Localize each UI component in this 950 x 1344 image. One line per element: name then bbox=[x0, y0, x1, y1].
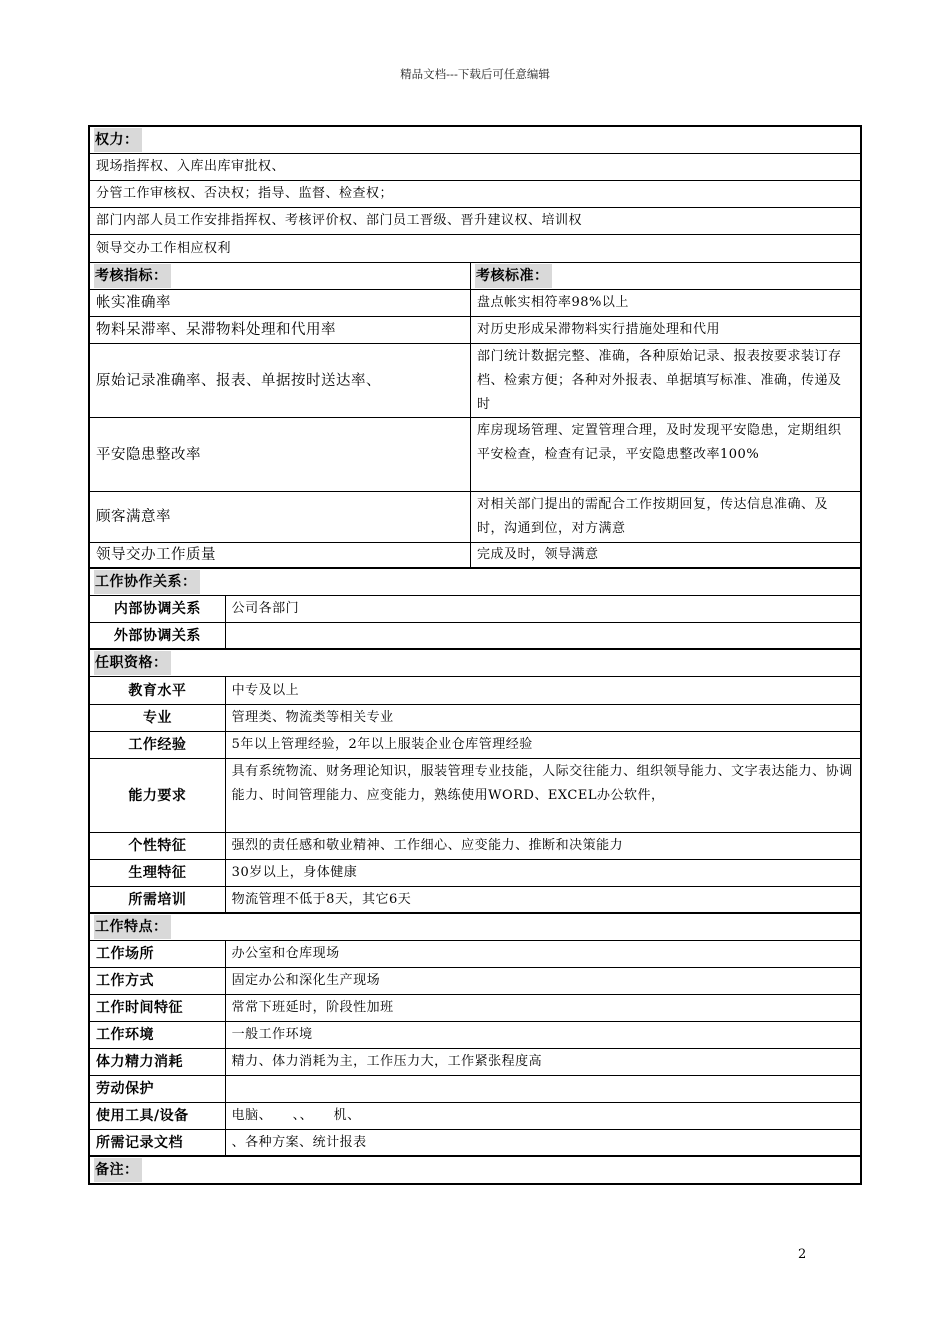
assessment-row bbox=[90, 344, 860, 418]
cooperation-value: 公司各部门 bbox=[231, 601, 300, 616]
feature-label: 工作时间特征 bbox=[90, 995, 226, 1021]
qualification-label: 生理特征 bbox=[90, 860, 226, 886]
qualification-value: 强烈的责任感和敬业精神、工作细心、应变能力、推断和决策能力 bbox=[231, 838, 624, 853]
qualifications-section-header bbox=[90, 650, 860, 677]
feature-value: 常常下班延时，阶段性加班 bbox=[231, 1000, 394, 1015]
feature-row bbox=[90, 1130, 860, 1157]
page-number: 2 bbox=[798, 1247, 807, 1262]
indicator-cell: 平安隐患整改率 bbox=[90, 418, 471, 491]
feature-row bbox=[90, 1049, 860, 1076]
indicator-title: 考核指标： bbox=[94, 264, 171, 288]
feature-label: 劳动保护 bbox=[90, 1076, 226, 1102]
feature-label: 工作方式 bbox=[90, 968, 226, 994]
qualifications-title: 任职资格： bbox=[94, 651, 171, 675]
feature-row bbox=[90, 995, 860, 1022]
feature-value bbox=[226, 1076, 860, 1102]
feature-row bbox=[90, 1022, 860, 1049]
feature-label: 工作环境 bbox=[90, 1022, 226, 1048]
cooperation-label: 内部协调关系 bbox=[90, 596, 226, 622]
standard-title: 考核标准： bbox=[475, 264, 552, 288]
feature-label: 使用工具/设备 bbox=[90, 1103, 226, 1129]
qualification-value: 30岁以上，身体健康 bbox=[231, 865, 358, 880]
feature-row bbox=[90, 941, 860, 968]
indicator-cell: 帐实准确率 bbox=[90, 290, 471, 316]
indicator-cell: 物料呆滞率、呆滞物料处理和代用率 bbox=[90, 317, 471, 343]
qualification-label: 能力要求 bbox=[90, 759, 226, 832]
feature-value: 电脑、 、、 机、 bbox=[231, 1108, 361, 1123]
remarks-title: 备注： bbox=[94, 1158, 142, 1182]
cooperation-value bbox=[226, 623, 860, 648]
cooperation-title: 工作协作关系： bbox=[94, 570, 200, 594]
assessment-row bbox=[90, 290, 860, 317]
standard-cell: 盘点帐实相符率98%以上 bbox=[477, 295, 629, 310]
standard-cell: 对历史形成呆滞物料实行措施处理和代用 bbox=[477, 322, 721, 337]
qualification-label: 个性特征 bbox=[90, 833, 226, 859]
qualification-label: 所需培训 bbox=[90, 887, 226, 912]
feature-label: 所需记录文档 bbox=[90, 1130, 226, 1155]
features-section-header bbox=[90, 914, 860, 941]
qualification-row bbox=[90, 860, 860, 887]
assessment-row bbox=[90, 543, 860, 569]
feature-value: 精力、体力消耗为主，工作压力大，工作紧张程度高 bbox=[231, 1054, 543, 1069]
assessment-row bbox=[90, 418, 860, 492]
qualification-row bbox=[90, 759, 860, 833]
qualification-value: 5年以上管理经验，2年以上服装企业仓库管理经验 bbox=[231, 737, 533, 752]
powers-item: 领导交办工作相应权利 bbox=[90, 235, 860, 263]
feature-label: 工作场所 bbox=[90, 941, 226, 967]
qualification-label: 教育水平 bbox=[90, 677, 226, 704]
features-title: 工作特点： bbox=[94, 915, 171, 939]
cooperation-section-header bbox=[90, 569, 860, 596]
assessment-header bbox=[90, 263, 860, 290]
standard-cell: 部门统计数据完整、准确，各种原始记录、报表按要求装订存档、检索方便；各种对外报表、单据填写标准、准确，传递及时 bbox=[477, 349, 842, 412]
assessment-row bbox=[90, 492, 860, 543]
powers-item: 分管工作审核权、否决权；指导、监督、检查权； bbox=[90, 181, 860, 208]
feature-value: 办公室和仓库现场 bbox=[231, 946, 340, 961]
feature-row bbox=[90, 968, 860, 995]
indicator-cell: 顾客满意率 bbox=[90, 492, 471, 542]
qualification-value: 具有系统物流、财务理论知识，服装管理专业技能，人际交往能力、组织领导能力、文字表达能力、协调能力、时间管理能力、应变能力，熟练使用WORD、EXCEL办公软件， bbox=[231, 764, 853, 803]
qualification-label: 工作经验 bbox=[90, 732, 226, 758]
qualification-row bbox=[90, 833, 860, 860]
qualification-row bbox=[90, 732, 860, 759]
qualification-value: 中专及以上 bbox=[231, 682, 300, 698]
powers-item: 现场指挥权、入库出库审批权、 bbox=[90, 154, 860, 181]
remarks-section-header bbox=[90, 1157, 860, 1183]
feature-label: 体力精力消耗 bbox=[90, 1049, 226, 1075]
feature-row bbox=[90, 1076, 860, 1103]
powers-item: 部门内部人员工作安排指挥权、考核评价权、部门员工晋级、晋升建议权、培训权 bbox=[90, 208, 860, 235]
feature-value: 固定办公和深化生产现场 bbox=[231, 973, 381, 988]
cooperation-label: 外部协调关系 bbox=[90, 623, 226, 648]
standard-cell: 完成及时，领导满意 bbox=[477, 547, 599, 562]
standard-cell: 对相关部门提出的需配合工作按期回复，传达信息准确、及时，沟通到位，对方满意 bbox=[477, 497, 829, 536]
qualification-value: 管理类、物流类等相关专业 bbox=[231, 710, 394, 725]
qualification-value: 物流管理不低于8天，其它6天 bbox=[231, 891, 412, 907]
cooperation-row bbox=[90, 596, 860, 623]
standard-cell: 库房现场管理、定置管理合理，及时发现平安隐患，定期组织平安检查，检查有记录，平安隐患整改率100% bbox=[477, 423, 842, 462]
powers-section-header bbox=[90, 127, 860, 154]
page-header: 精品文档---下载后可任意编辑 bbox=[400, 67, 550, 81]
powers-title: 权力： bbox=[94, 128, 142, 152]
feature-value: 、各种方案、统计报表 bbox=[231, 1134, 367, 1150]
qualification-row bbox=[90, 887, 860, 914]
assessment-row bbox=[90, 317, 860, 344]
job-description-table bbox=[88, 125, 862, 1185]
qualification-row bbox=[90, 677, 860, 705]
qualification-row bbox=[90, 705, 860, 732]
indicator-cell: 原始记录准确率、报表、单据按时送达率、 bbox=[90, 344, 471, 417]
qualification-label: 专业 bbox=[90, 705, 226, 731]
feature-row bbox=[90, 1103, 860, 1130]
cooperation-row bbox=[90, 623, 860, 650]
feature-value: 一般工作环境 bbox=[231, 1027, 313, 1042]
indicator-cell: 领导交办工作质量 bbox=[90, 543, 471, 567]
